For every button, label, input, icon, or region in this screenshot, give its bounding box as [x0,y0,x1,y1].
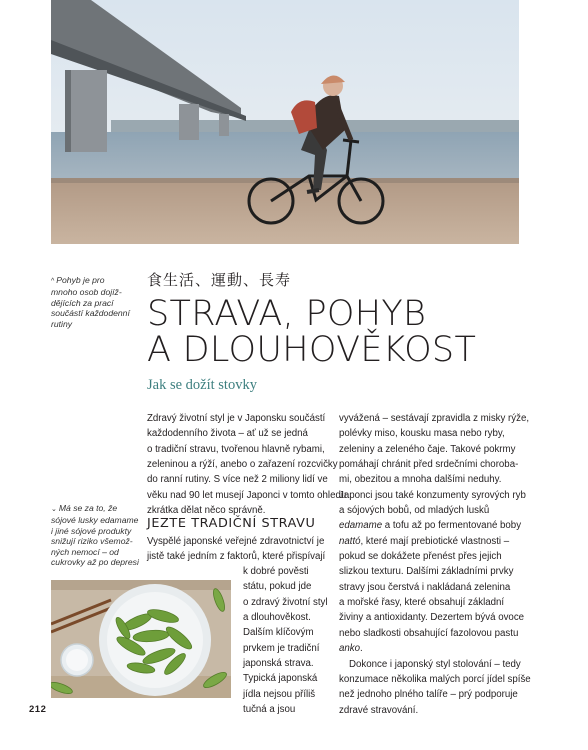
section-paragraph-start: Vyspělé japonské veřejné zdravotnictví je jistě také jedním z faktorů, které přispívají [147,536,326,563]
page-title: STRAVA, POHYB A DLOUHOVĚKOST [147,294,477,370]
page-subtitle: Jak se dožít stovky [147,377,257,393]
section-heading: JEZTE TRADIČNÍ STRAVU [147,516,316,531]
caret-down-icon: ⌄ [51,506,57,513]
photo-caption-edamame: ⌄ Má se za to, že sójové lusky edamame i jiné sójové produkty snižují riziko všemož- ných nemocí – od cukrovky až po depresi [51,503,139,568]
right-column-paragraph: vyvážená – sestávají zpravidla z misky rýže, polévky miso, kousku masa nebo ryby, zeleniny a zeleného čaje. Takové pokrmy pomáhají chránit před srdečními choroba- mi, obezitou a mnoha dalšími neduhy. Japonci jsou také konzumenty syrových ryb a sójových bobů, od mladých lusků edamame a tofu až po fermentované boby nattó, které mají prebiotické vlastnosti – pokud se dokážete přenést přes jejich slizkou texturu. Dalšími základními prvky stravy jsou čerstvá i nakládaná zelenina a mořské řasy, které obsahují základní živiny a antioxidanty. Dezertem bývá ovoce nebo sladkosti obsahující fazolovou pastu anko. Dokonce i japonský styl stolování – tedy konzumace několika malých porcí jídel spíše než jednoho plného talíře – prý podporuje zdravé stravování. [339,413,531,716]
section-paragraph-wrap: k dobré pověsti státu, pokud jde o zdravý životní styl a dlouhověkost. Dalším klíčovým prvkem je tradiční japonská strava. Typická japonská jídla nejsou příliš tučná a jsou [243,566,328,716]
japanese-subheading: 食生活、運動、長寿 [147,271,292,289]
caret-up-icon: ^ [51,278,55,285]
page-number: 212 [29,704,47,715]
edamame-photo [51,580,231,698]
intro-paragraph: Zdravý životní styl je v Japonsku součástí každodenního života – ať už se jedná o tradiční stravu, tvořenou hlavně rybami, zeleninou a rýží, anebo o zařazení rozcvičky do ranní rutiny. S více než 2 miliony lidí ve věku nad 90 let musejí Japonci v tomto ohledu zkrátka dělat něco správně. [147,413,347,517]
cyclist-bridge-photo [51,0,519,244]
photo-caption-cyclist: ^ Pohyb je pro mnoho osob dojíž- dějících za prací součástí každodenní rutiny [51,275,130,329]
